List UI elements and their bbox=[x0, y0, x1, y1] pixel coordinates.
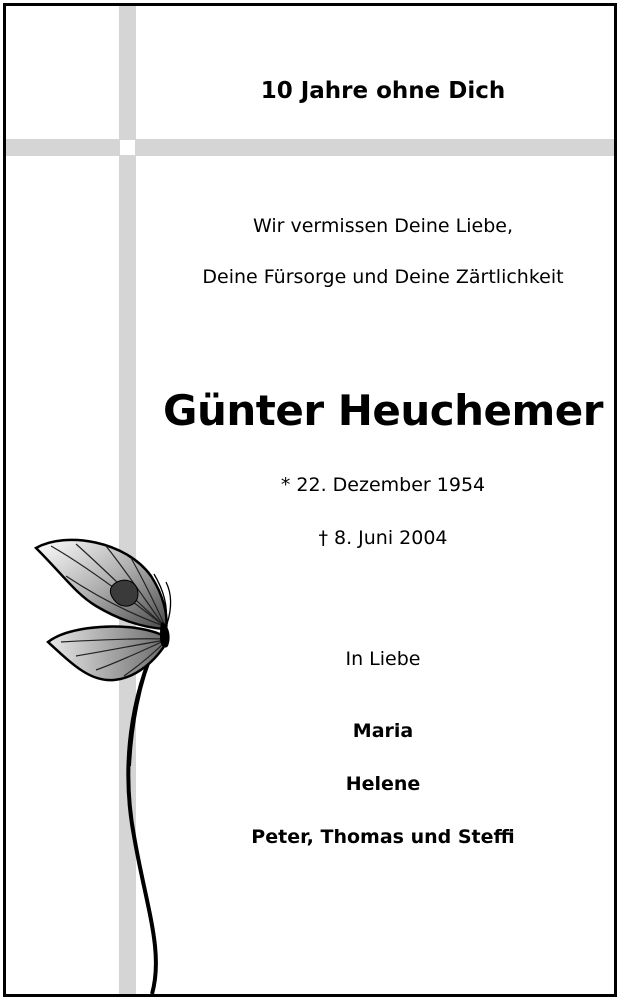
death-date: † 8. Juni 2004 bbox=[318, 527, 448, 549]
verse-line: Wir vermissen Deine Liebe, bbox=[253, 215, 513, 237]
anniversary-heading: 10 Jahre ohne Dich bbox=[260, 78, 506, 104]
mourner-name: Maria bbox=[352, 720, 414, 742]
verse-line: Deine Fürsorge und Deine Zärtlichkeit bbox=[202, 266, 564, 288]
deceased-name: Günter Heuchemer bbox=[163, 386, 603, 435]
obituary-notice bbox=[3, 3, 617, 997]
flower-stem bbox=[128, 640, 158, 994]
closing-phrase: In Liebe bbox=[345, 648, 421, 670]
mourner-name: Peter, Thomas und Steffi bbox=[251, 826, 515, 848]
birth-date: * 22. Dezember 1954 bbox=[280, 474, 486, 496]
mourner-name: Helene bbox=[345, 773, 421, 795]
